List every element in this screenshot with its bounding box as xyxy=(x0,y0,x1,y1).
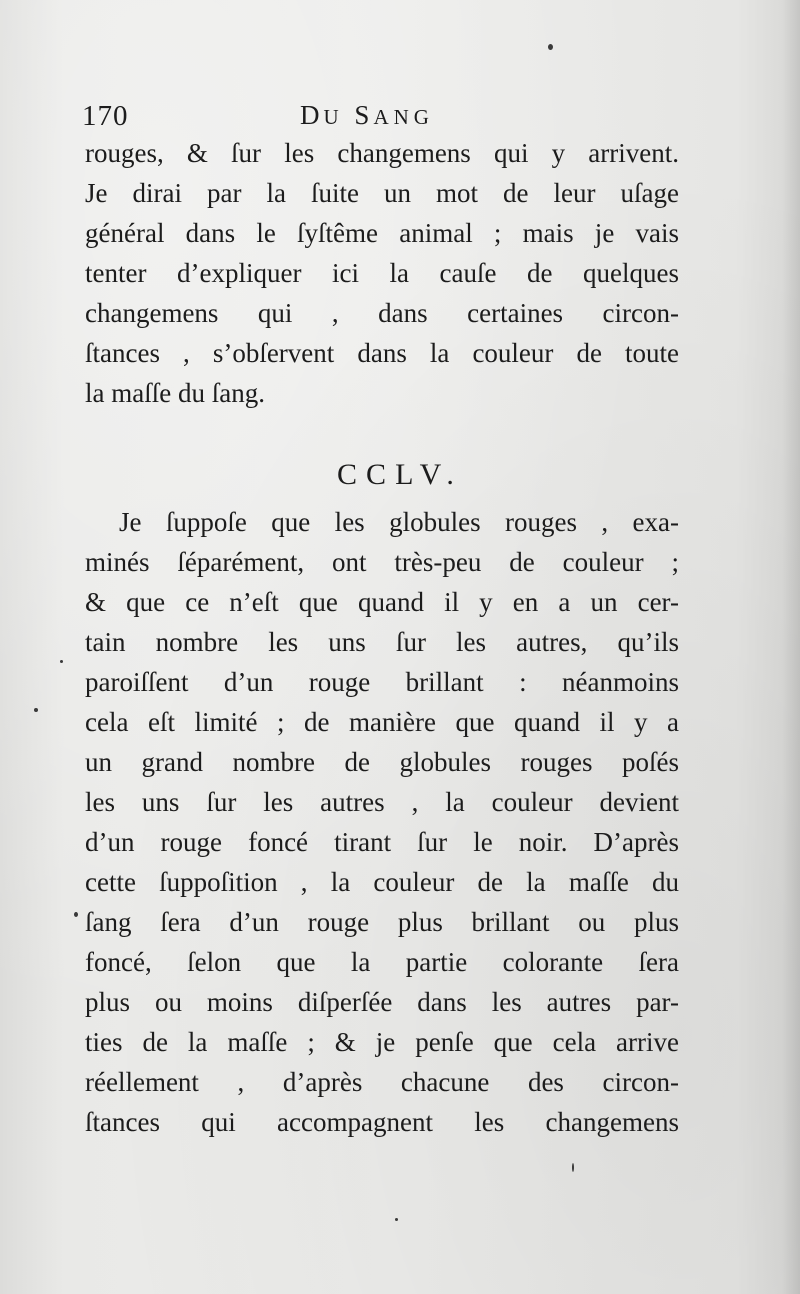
text-line: ſtances qui accompagnent les changemens xyxy=(85,1107,679,1137)
paper-speck xyxy=(572,1163,574,1172)
text-line: un grand nombre de globules rouges poſés xyxy=(85,747,679,777)
text-line: les uns ſur les autres , la couleur devient xyxy=(85,787,679,817)
running-title-rest-1: U xyxy=(323,105,344,129)
text-line: tain nombre les uns ſur les autres, qu’ils xyxy=(85,627,679,657)
text-line: cela eſt limité ; de manière que quand il y a xyxy=(85,707,679,737)
page-number: 170 xyxy=(82,100,129,132)
section-heading: CCLV. xyxy=(337,458,463,491)
text-line: la maſſe du ſang. xyxy=(85,378,265,408)
text-line: Je dirai par la ſuite un mot de leur uſage xyxy=(85,178,679,208)
paper-speck xyxy=(548,44,553,50)
text-line: plus ou moins diſperſée dans les autres par- xyxy=(85,987,679,1017)
text-line: Je ſuppoſe que les globules rouges , exa- xyxy=(119,507,679,537)
text-line: ſtances , s’obſervent dans la couleur de toute xyxy=(85,338,679,368)
running-title xyxy=(300,100,434,131)
page-edge-shadow xyxy=(782,0,800,1294)
text-line: ties de la maſſe ; & je penſe que cela arrive xyxy=(85,1027,679,1057)
paper-speck xyxy=(395,1218,398,1221)
text-line: ſang ſera d’un rouge plus brillant ou plus xyxy=(85,907,679,937)
paragraph-main xyxy=(85,502,679,1142)
paragraph-top xyxy=(85,133,679,413)
text-line: réellement , d’après chacune des circon- xyxy=(85,1067,679,1097)
text-line: d’un rouge foncé tirant ſur le noir. D’après xyxy=(85,827,679,857)
running-title-rest-2: ANG xyxy=(373,105,434,129)
paper-speck xyxy=(74,912,78,917)
paper-speck xyxy=(34,708,38,712)
running-title-initial-1: D xyxy=(300,100,324,130)
text-line: minés ſéparément, ont très-peu de couleur ; xyxy=(85,547,679,577)
text-line: foncé, ſelon que la partie colorante ſera xyxy=(85,947,679,977)
text-line: cette ſuppoſition , la couleur de la maſſe du xyxy=(85,867,679,897)
paper-speck xyxy=(60,660,63,663)
text-line: rouges, & ſur les changemens qui y arrivent. xyxy=(85,138,679,168)
text-line: changemens qui , dans certaines circon- xyxy=(85,298,679,328)
text-line: paroiſſent d’un rouge brillant : néanmoins xyxy=(85,667,679,697)
running-title-initial-2: S xyxy=(354,100,374,130)
text-line: tenter d’expliquer ici la cauſe de quelques xyxy=(85,258,679,288)
text-line: & que ce n’eſt que quand il y en a un cer- xyxy=(85,587,679,617)
text-line: général dans le ſyſtême animal ; mais je vais xyxy=(85,218,679,248)
